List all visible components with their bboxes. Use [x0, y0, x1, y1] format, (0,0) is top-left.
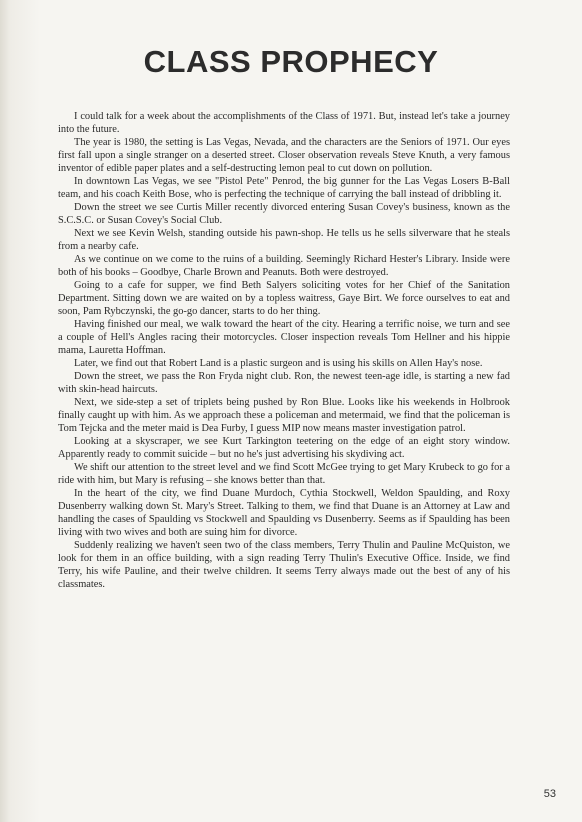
paragraph: Later, we find out that Robert Land is a plastic surgeon and is using his skills on Allen Hay's nose.	[74, 358, 483, 369]
page-title: CLASS PROPHECY	[143, 44, 439, 79]
paragraph: I could talk for a week about the accomplishments of the Class of 1971. But, instead let's take a journey into the future.	[58, 111, 510, 135]
paragraph: Next we see Kevin Welsh, standing outside his pawn-shop. He tells us he sells silverware that he steals from a nearby cafe.	[58, 228, 510, 252]
paragraph: Looking at a skyscraper, we see Kurt Tarkington teetering on the edge of an eight story window. Apparently ready to commit suicide – but no he's just advertising his skydiving act.	[58, 436, 510, 460]
paragraph: We shift our attention to the street level and we find Scott McGee trying to get Mary Krubeck to go for a ride with him, but Mary is refusing – she knows better than that.	[58, 462, 510, 486]
paragraph: Suddenly realizing we haven't seen two of the class members, Terry Thulin and Pauline McQuiston, we look for them in an office building, with a sign reading Terry Thulin's Executive Office. Inside, we find Terry, his wife Pauline, and their twelve children. It seems Terry always made out the best of any of his classmates.	[58, 540, 510, 590]
prophecy-body	[58, 110, 510, 591]
paragraph: In downtown Las Vegas, we see "Pistol Pete" Penrod, the big gunner for the Las Vegas Losers B-Ball team, and his coach Keith Bose, who is perfecting the technique of carrying the ball instead of dribbling it.	[58, 176, 510, 200]
paragraph: Going to a cafe for supper, we find Beth Salyers soliciting votes for her Chief of the Sanitation Department. Sitting down we are waited on by a topless waitress, Gaye Birt. We force ourselves to eat and soon, Pam Rybczynski, the go-go dancer, starts to do her thing.	[58, 280, 510, 317]
page-number: 53	[543, 788, 556, 800]
paragraph: Down the street we see Curtis Miller recently divorced entering Susan Covey's business, known as the S.C.S.C. or Susan Covey's Social Club.	[58, 202, 510, 226]
paragraph: The year is 1980, the setting is Las Vegas, Nevada, and the characters are the Seniors of 1971. Our eyes first fall upon a single stranger on a deserted street. Closer observation reveals Steve Knuth, a very famous inventor of edible paper plates and a self-destructing lemon peal to cut down on pollution.	[58, 137, 510, 174]
paragraph: Next, we side-step a set of triplets being pushed by Ron Blue. Looks like his weekends in Holbrook finally caught up with him. As we approach these a policeman and metermaid, we find that the policeman is Tom Tejcka and the meter maid is Dea Furby, I guess MIP now means master investigation patrol.	[58, 397, 510, 434]
paragraph: In the heart of the city, we find Duane Murdoch, Cythia Stockwell, Weldon Spaulding, and Roxy Dusenberry walking down St. Mary's Street. Talking to them, we find that Duane is an Attorney at Law and handling the cases of Spaulding vs Stockwell and Spaulding vs Dusenberry. Seems as if Spaulding has been living with two wives and both are suing him for divorce.	[58, 488, 510, 538]
paragraph: Down the street, we pass the Ron Fryda night club. Ron, the newest teen-age idle, is starting a new fad with skin-head haircuts.	[58, 371, 510, 395]
paragraph: Having finished our meal, we walk toward the heart of the city. Hearing a terrific noise, we turn and see a couple of Hell's Angles racing their motorcycles. Closer inspection reveals Tom Hellner and his hippie mama, Lauretta Hoffman.	[58, 319, 510, 356]
paragraph: As we continue on we come to the ruins of a building. Seemingly Richard Hester's Library. Inside were both of his books – Goodbye, Charle Brown and Peanuts. Both were destroyed.	[58, 254, 510, 278]
